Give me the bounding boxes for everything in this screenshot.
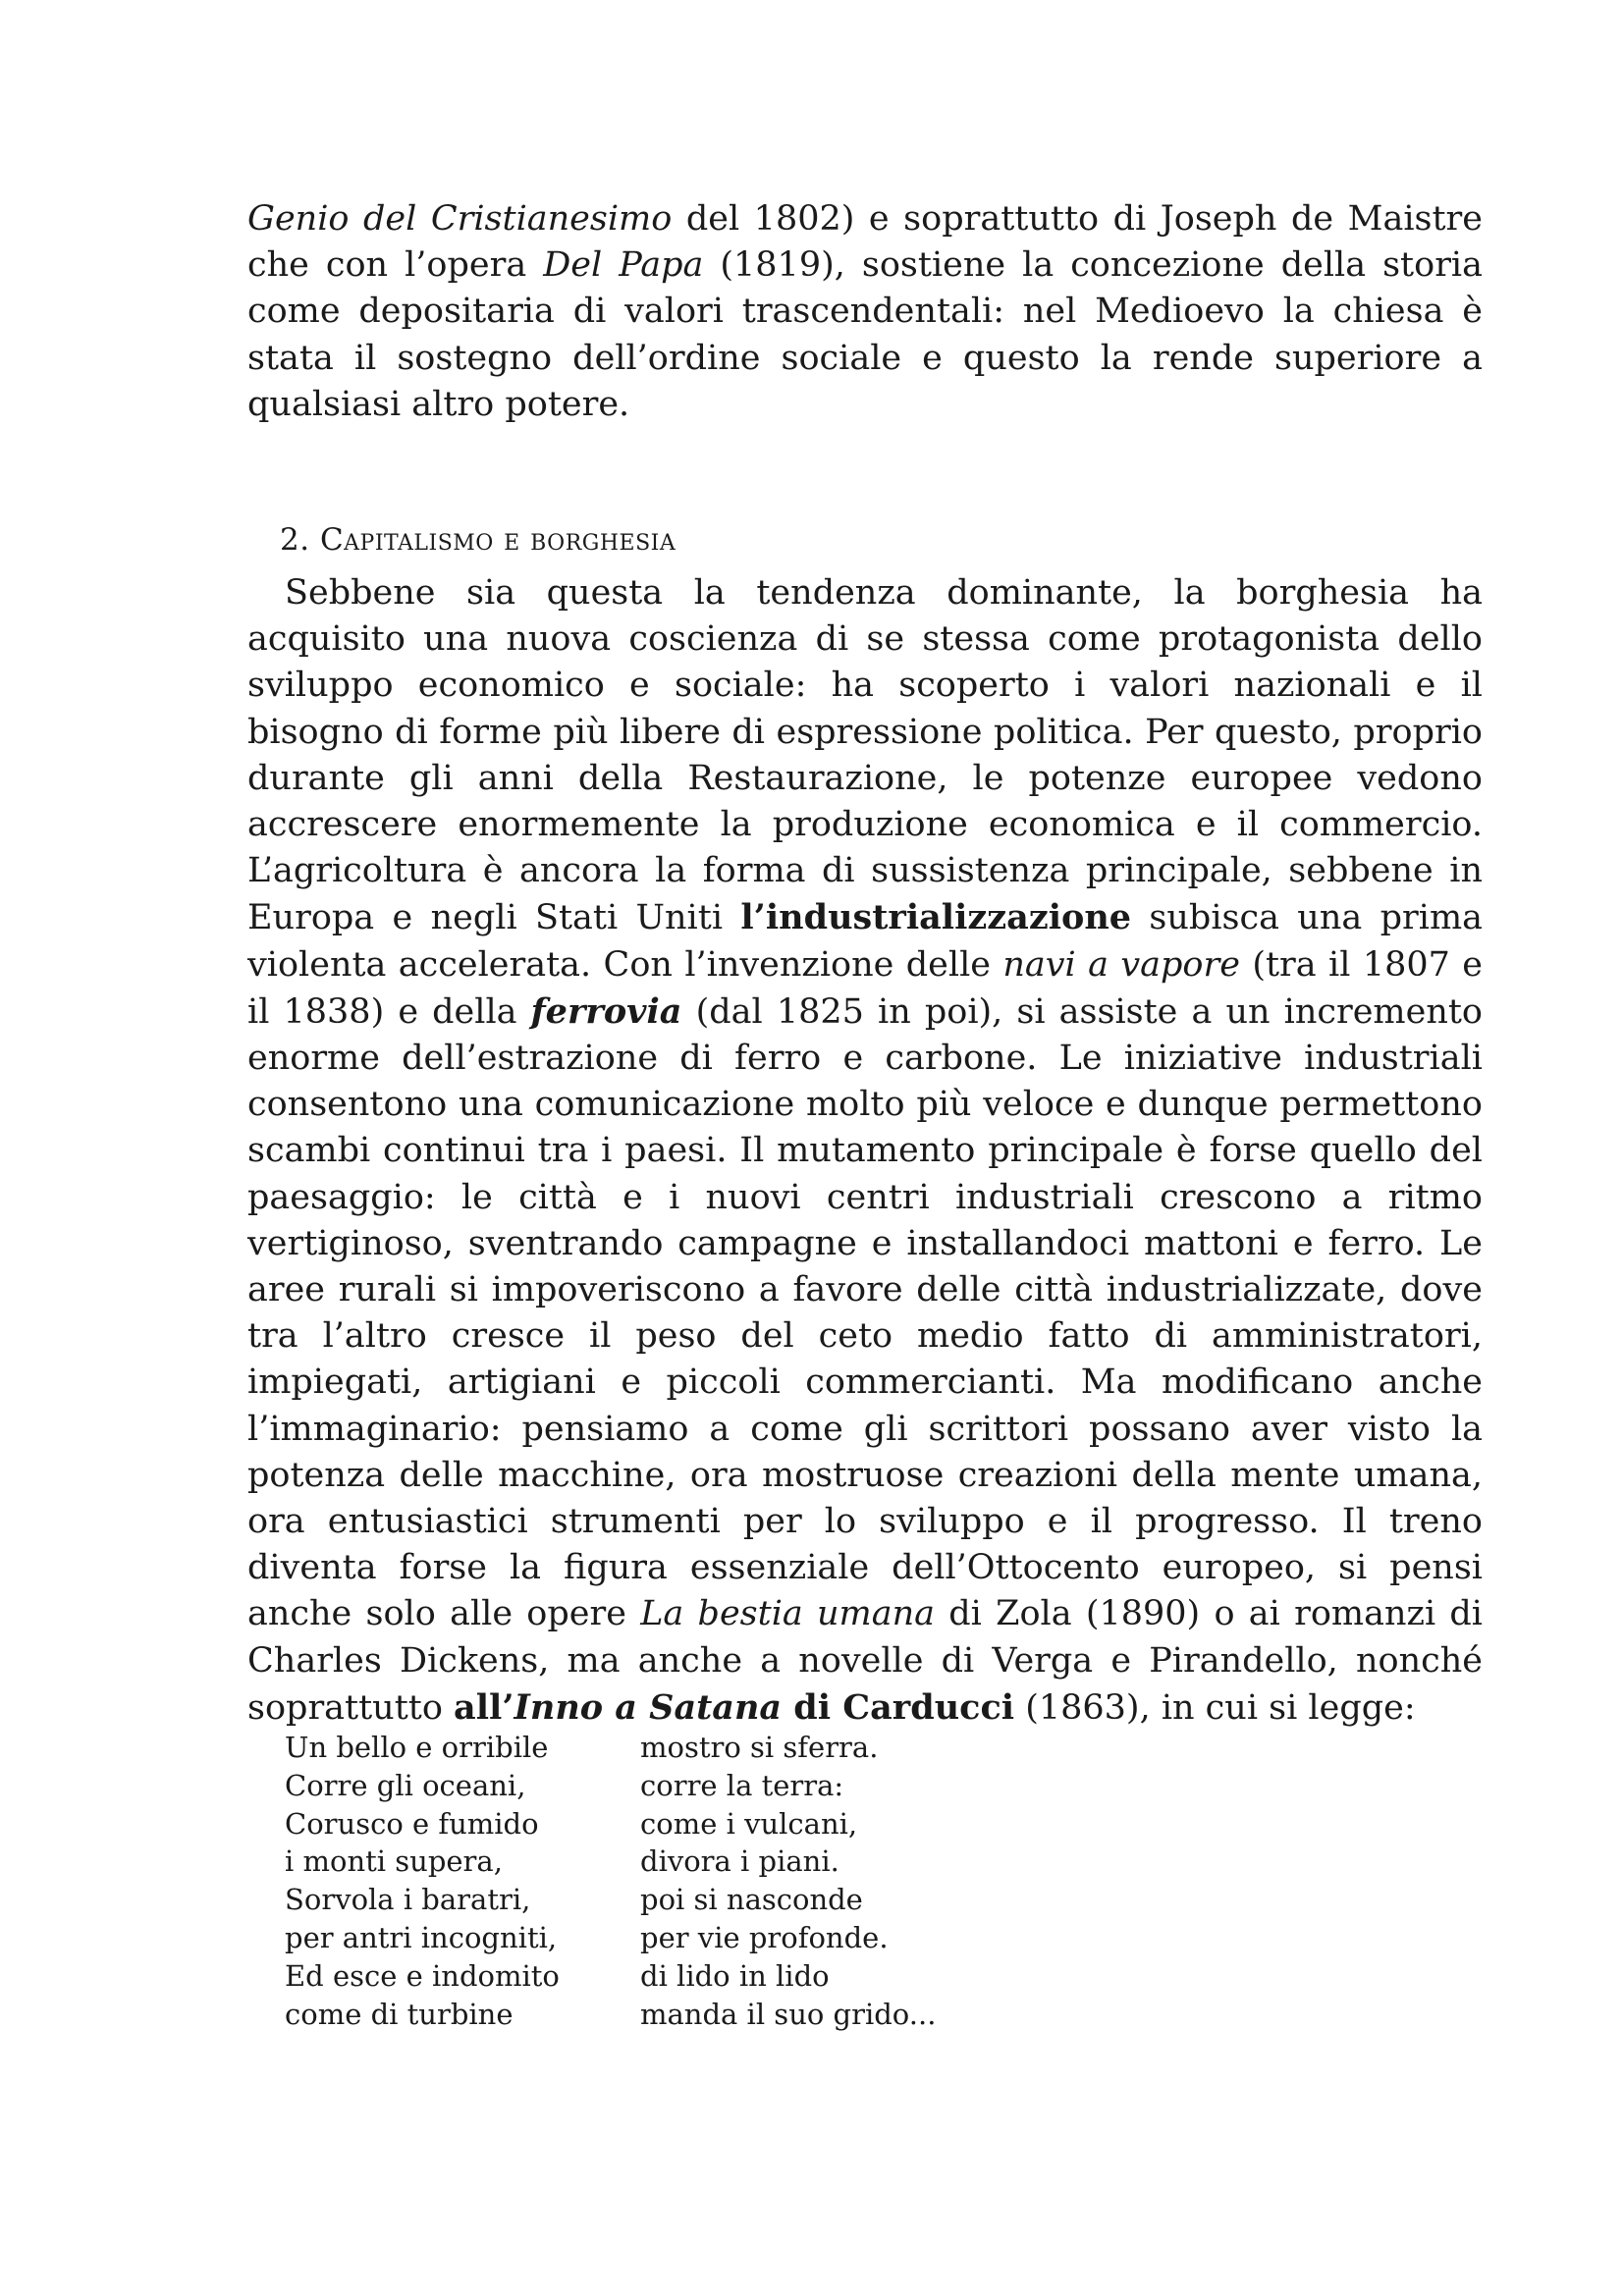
- bold-all: all’: [454, 1686, 514, 1728]
- bold-industrializzazione: l’industrializzazione: [740, 897, 1132, 938]
- poem-line: come di turbine: [285, 1997, 514, 2031]
- poem-line: Ed esce e indomito: [285, 1958, 560, 1993]
- poem-right-column: [640, 1729, 936, 2033]
- intro-text-1: del 1802) e soprattutto di Joseph de Maistre che con l’opera: [247, 199, 1483, 286]
- poem-line: mostro si sferra.: [640, 1731, 879, 1764]
- poem-line: Corre gli oceani,: [285, 1768, 526, 1802]
- main-text-5: di Zola (1890) o ai romanzi di Charles Dickens, ma anche a novelle di Verga e Pirandello, nonché soprattutto: [247, 1594, 1483, 1728]
- poem-line: per vie profonde.: [640, 1920, 889, 1954]
- poem-line: Corusco e fumido: [285, 1806, 539, 1841]
- poem-line: come i vulcani,: [640, 1806, 858, 1841]
- poem-line: Sorvola i baratri,: [285, 1883, 531, 1917]
- main-text-4: (dal 1825 in poi), si assiste a un incremento enorme dell’estrazione di ferro e carbone. Le iniziative industriali consentono una comunicazione molto più veloce e dunque permettono scambi continui tra i paesi. Il mutamento principale è forse quello del paesaggio: le città e i nuovi centri industriali crescono a ritmo vertiginoso, sventrando campagne e installandoci mattoni e ferro. Le aree rurali si impoveriscono a favore delle città industrializzate, dove tra l’altro cresce il peso del ceto medio fatto di amministratori, impiegati, artigiani e piccoli commercianti. Ma modificano anche l’immaginario: pensiamo a come gli scrittori possano aver visto la potenza delle macchine, ora mostruose creazioni della mente umana, ora entusiastici strumenti per lo sviluppo e il progresso. Il treno diventa forse la figura essenziale dell’Ottocento europeo, si pensi anche solo alle opere: [247, 991, 1484, 1634]
- section-title: Capitalismo e borghesia: [319, 522, 676, 558]
- section-number: 2.: [280, 522, 320, 558]
- intro-paragraph: [247, 196, 1483, 428]
- main-paragraph: [247, 570, 1483, 1732]
- work-title-genio: Genio del Cristianesimo: [247, 199, 673, 239]
- work-title-del-papa: Del Papa: [543, 245, 704, 286]
- italic-navi-a-vapore: navi a vapore: [1002, 944, 1240, 985]
- poem-line: di lido in lido: [640, 1958, 830, 1993]
- poem-line: per antri incogniti,: [285, 1920, 558, 1954]
- main-text-6: (1863), in cui si legge:: [1014, 1687, 1416, 1728]
- section-heading: [280, 520, 676, 560]
- poem-line: corre la terra:: [640, 1768, 844, 1802]
- poem-line: i monti supera,: [285, 1844, 503, 1879]
- poem-left-column: [285, 1729, 560, 2033]
- main-text-1: Sebbene sia questa la tendenza dominante, la borghesia ha acquisito una nuova coscienza di se stessa come protagonista dello sviluppo economico e sociale: ha scoperto i valori nazionali e il bisogno di forme più libere di espressione politica. Per questo, proprio durante gli anni della Restaurazione, le potenze europee vedono accrescere enormemente la produzione economica e il commercio. L’agricoltura è ancora la forma di sussistenza principale, sebbene in Europa e negli Stati Uniti: [247, 573, 1483, 938]
- poem-line: divora i piani.: [640, 1844, 839, 1879]
- poem-line: Un bello e orribile: [285, 1731, 549, 1764]
- bold-italic-inno-a-satana: Inno a Satana: [514, 1686, 783, 1728]
- main-text-2: subisca una prima violenta accelerata. Con l’invenzione delle: [247, 898, 1483, 985]
- poem-line: poi si nasconde: [640, 1883, 863, 1917]
- italic-la-bestia-umana: La bestia umana: [640, 1594, 936, 1634]
- intro-text-2: (1819), sostiene la concezione della storia come depositaria di valori trascendentali: nel Medioevo la chiesa è stata il sostegno dell’ordine sociale e questo la rende superiore a qualsiasi altro potere.: [247, 245, 1483, 424]
- bold-di-carducci: di Carducci: [782, 1686, 1015, 1728]
- italic-ferrovia: ferrovia: [530, 990, 682, 1032]
- poem-line: manda il suo grido...: [640, 1997, 937, 2031]
- main-text-3: (tra il 1807 e il 1838) e della: [247, 944, 1483, 1032]
